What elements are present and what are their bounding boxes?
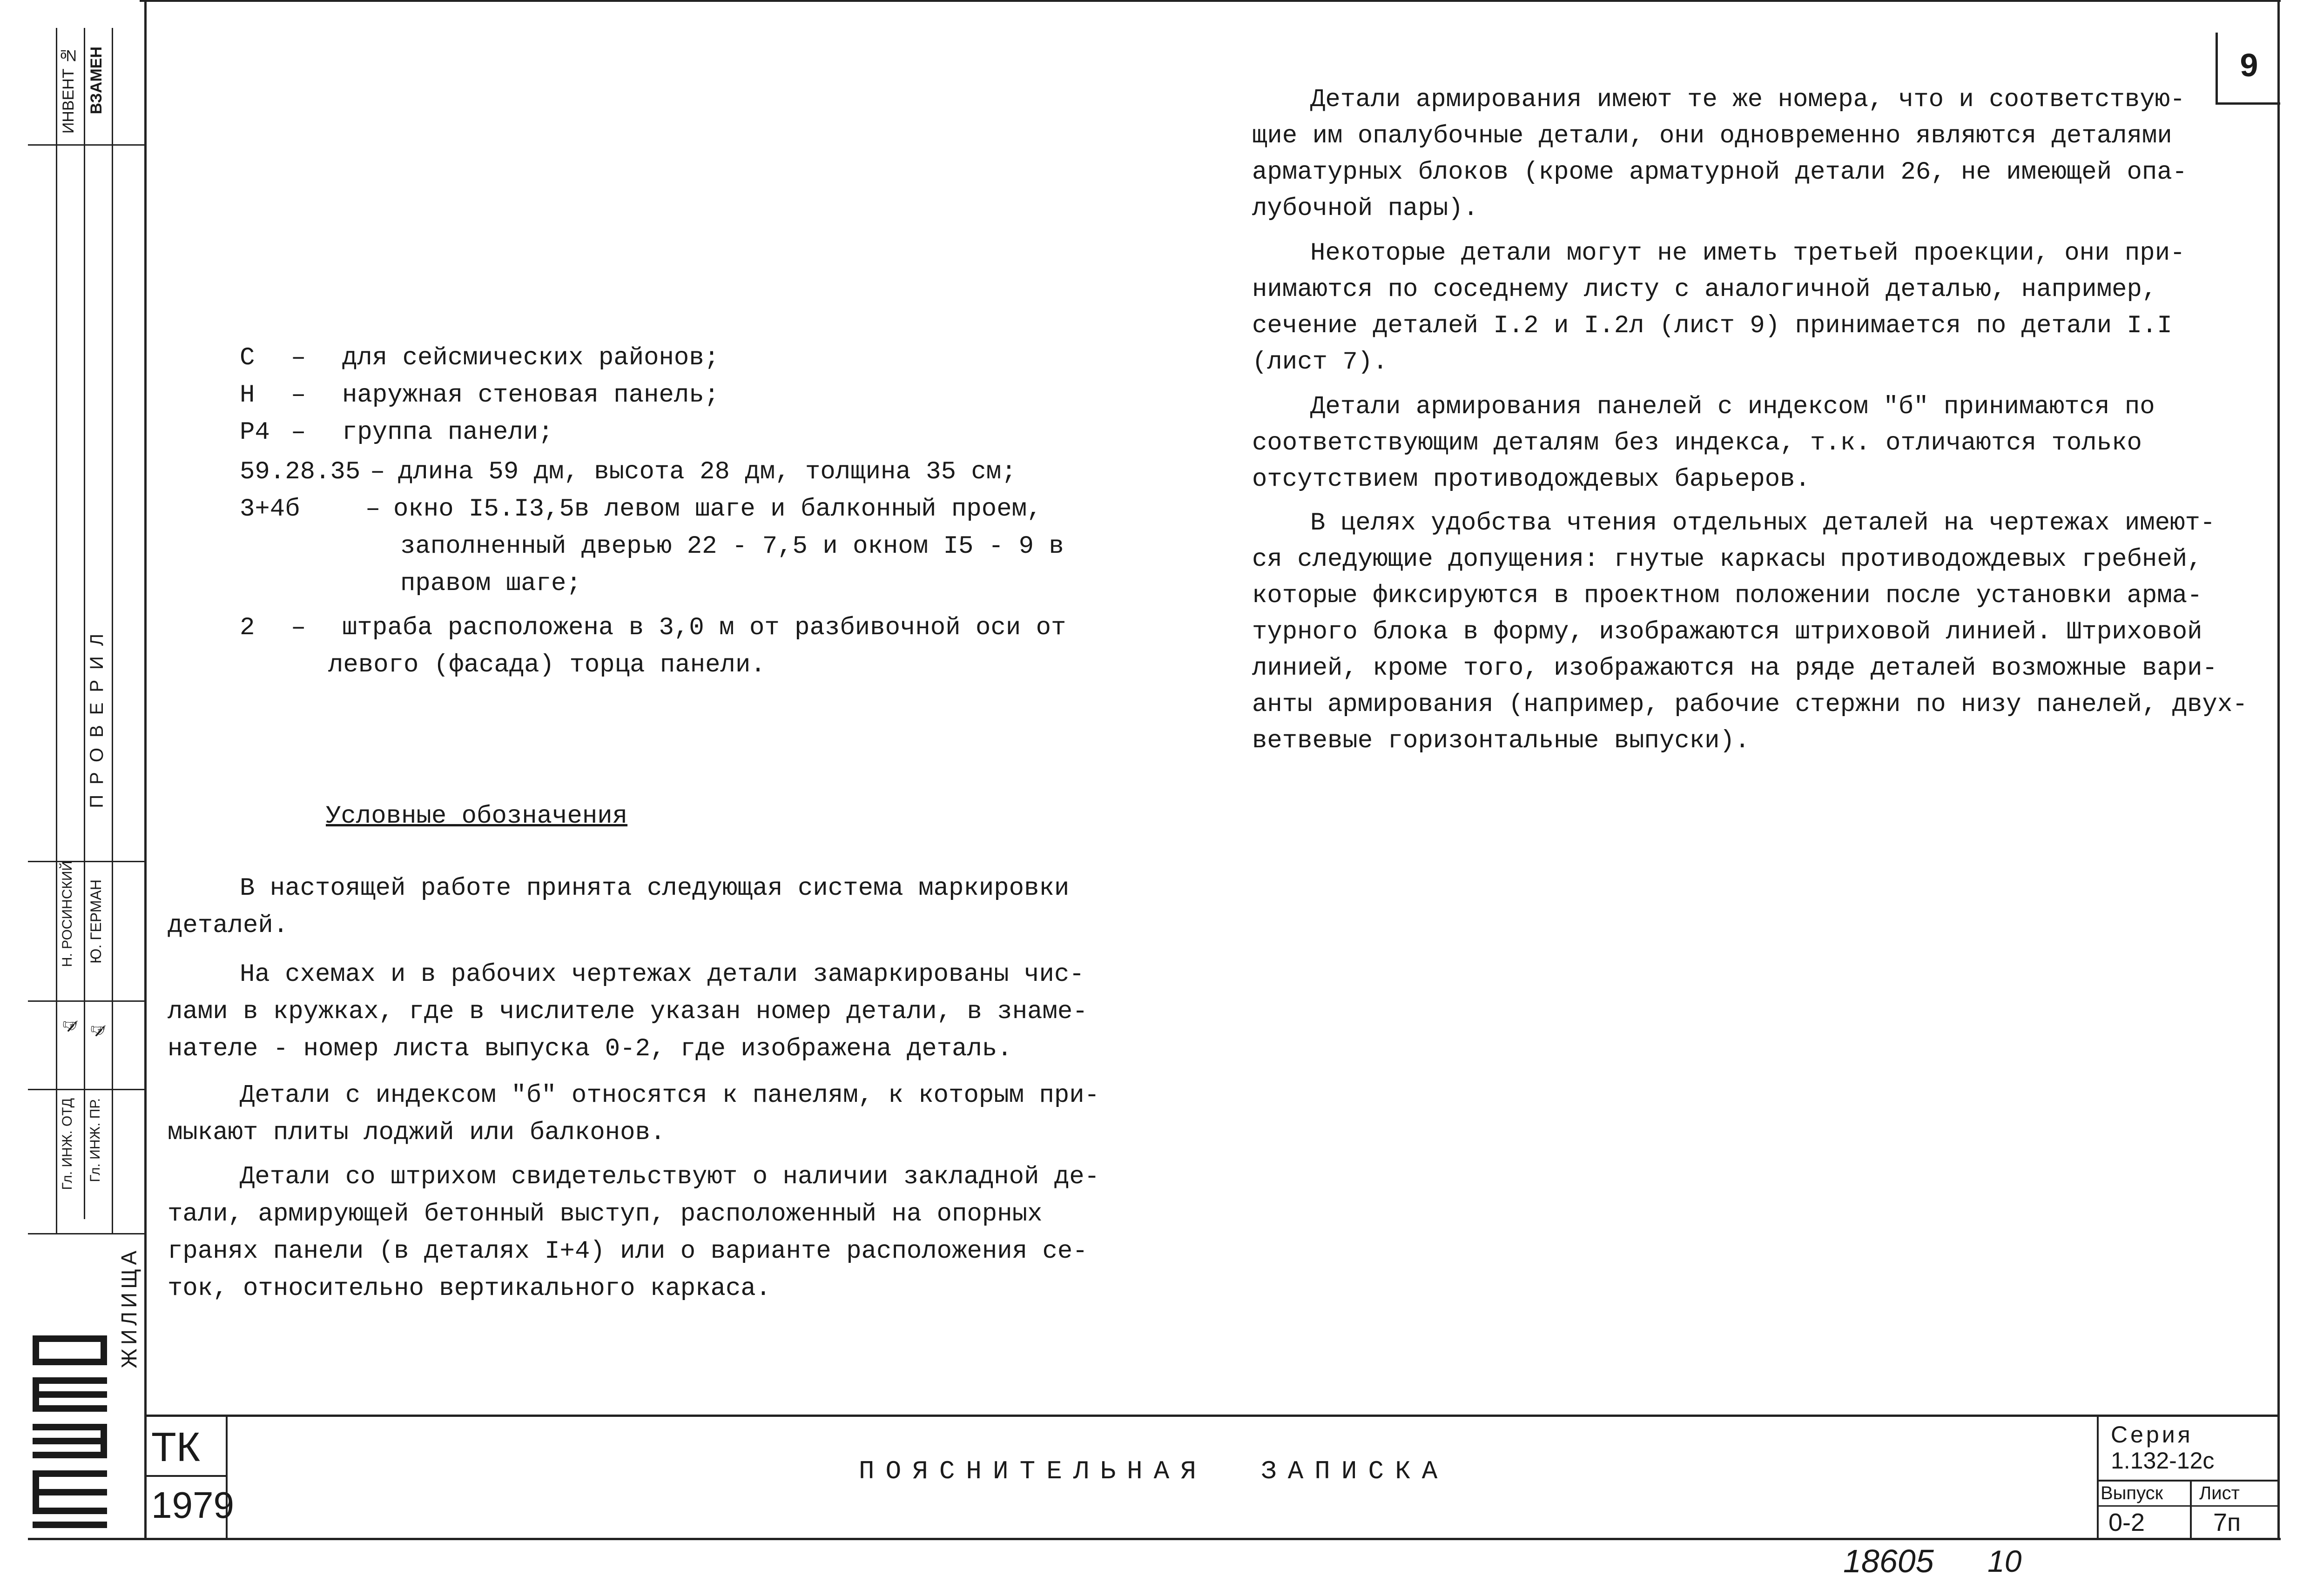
right-line: Детали армирования панелей с индексом "б" принимаются по — [1310, 393, 2155, 421]
document-title: ПОЯСНИТЕЛЬНАЯ ЗАПИСКА — [859, 1456, 1449, 1486]
strip-proveril-label: ПРОВЕРИЛ — [87, 624, 107, 808]
legend-text: окно I5.I3,5в левом шаге и балконный проем, — [393, 495, 1042, 523]
strip-role-1: Гл. ИНЖ. ОТД — [60, 1098, 75, 1190]
conventions-line: нателе - номер листа выпуска 0-2, где изображена деталь. — [168, 1035, 1012, 1063]
strip-signature-2: ✍ — [88, 1019, 108, 1040]
right-line: Детали армирования имеют те же номера, что и соответствую- — [1310, 86, 2185, 114]
strip-hline-2 — [28, 861, 144, 862]
right-line: сечение деталей I.2 и I.2л (лист 9) принимается по детали I.I — [1252, 312, 2172, 340]
legend-dash: – — [291, 418, 306, 447]
seria-cell-left-border — [2097, 1417, 2099, 1538]
strip-vzamen-label: ВЗАМЕН — [88, 47, 105, 114]
legend-row — [240, 610, 1066, 647]
legend-row — [240, 340, 719, 377]
strip-divider-1 — [56, 28, 57, 1233]
strip-divider-2 — [84, 28, 85, 1219]
right-line: ветвевые горизонтальные выпуски). — [1252, 727, 1750, 755]
page-number: 9 — [2240, 47, 2258, 83]
legend-row — [240, 377, 719, 414]
tk-cell-mid-line — [147, 1475, 227, 1477]
list-value: 7п — [2213, 1509, 2241, 1536]
legend-dash: – — [291, 381, 306, 409]
frame-top — [140, 0, 2281, 2]
legend-code: 3+4б — [240, 495, 300, 523]
handwritten-archive-number: 18605 — [1843, 1543, 1934, 1579]
legend-row — [240, 414, 553, 451]
strip-hline-4 — [28, 1089, 144, 1090]
handwritten-sheet-number: 10 — [1987, 1544, 2022, 1578]
right-line: которые фиксируются в проектном положении после установки арма- — [1252, 582, 2202, 610]
frame-right — [2277, 0, 2280, 1540]
legend-continuation: левого (фасада) торца панели. — [328, 651, 766, 679]
conventions-line: Детали с индексом "б" относятся к панелям, к которым при- — [240, 1081, 1100, 1110]
legend-dash: – — [365, 495, 381, 523]
legend-continuation: заполненный дверью 22 - 7,5 и окном I5 - 9 в — [400, 532, 1064, 561]
conventions-line: ток, относительно вертикального каркаса. — [168, 1274, 771, 1303]
legend-code: 2 — [240, 614, 255, 642]
vypusk-label: Выпуск — [2101, 1483, 2163, 1503]
legend-code: С — [240, 344, 255, 372]
year-label: 1979 — [151, 1484, 234, 1526]
vypusk-value: 0-2 — [2108, 1509, 2145, 1536]
left-stamp-strip — [28, 28, 144, 1540]
strip-role-2: Гл. ИНЖ. ПР. — [88, 1098, 103, 1182]
right-line: лубочной пары). — [1252, 194, 1479, 223]
right-line: В целях удобства чтения отдельных деталей на чертежах имеют- — [1310, 509, 2216, 537]
strip-dept-label: ЖИЛИЩА — [117, 1247, 141, 1368]
right-line: (лист 7). — [1252, 348, 1388, 376]
conventions-line: В настоящей работе принята следующая система маркировки — [240, 874, 1070, 903]
legend-dash: – — [370, 458, 385, 486]
right-line: Некоторые детали могут не иметь третьей проекции, они при- — [1310, 239, 2185, 268]
legend-row — [240, 491, 1042, 528]
legend-code: 59.28.35 — [240, 458, 361, 486]
strip-invent-label: ИНВЕНТ № — [60, 47, 77, 134]
strip-divider-3 — [112, 28, 113, 1233]
right-line: анты армирования (например, рабочие стержни по низу панелей, двух- — [1252, 691, 2248, 719]
right-line: нимаются по соседнему листу с аналогичной деталью, например, — [1252, 275, 2157, 304]
right-line: ся следующие допущения: гнутые каркасы противодождевых гребней, — [1252, 545, 2202, 574]
right-line: соответствующим деталям без индекса, т.к. отличаются только — [1252, 429, 2142, 457]
legend-row — [240, 454, 1017, 491]
right-line: турного блока в форму, изображаются штриховой линией. Штриховой — [1252, 618, 2202, 646]
conventions-line: тали, армирующей бетонный выступ, расположенный на опорных — [168, 1200, 1043, 1228]
conventions-line: Детали со штрихом свидетельствуют о наличии закладной де- — [240, 1163, 1100, 1191]
strip-name-1: Н. РОСИНСКИЙ — [60, 861, 75, 967]
legend-text: группа панели; — [342, 418, 553, 447]
right-line: арматурных блоков (кроме арматурной детали 26, не имеющей опа- — [1252, 158, 2188, 187]
conventions-line: На схемах и в рабочих чертежах детали замаркированы чис- — [240, 960, 1084, 989]
legend-text: для сейсмических районов; — [342, 344, 720, 372]
title-block — [147, 1417, 2277, 1538]
tk-label: ТК — [151, 1424, 201, 1470]
conventions-line: мыкают плиты лоджий или балконов. — [168, 1119, 666, 1147]
org-logo — [28, 1331, 112, 1536]
frame-left — [144, 0, 147, 1540]
conventions-line: лами в кружках, где в числителе указан номер детали, в знаме- — [168, 998, 1088, 1026]
seria-label: Серия — [2111, 1422, 2193, 1448]
legend-code: Н — [240, 381, 255, 409]
right-line: линией, кроме того, изображаются на ряде деталей возможные вари- — [1252, 654, 2217, 683]
legend-code: Р4 — [240, 418, 270, 447]
conventions-line: гранях панели (в деталях I+4) или о варианте расположения се- — [168, 1237, 1088, 1266]
right-line: щие им опалубочные детали, они одновременно являются деталями — [1252, 122, 2172, 150]
conventions-title: Условные обозначения — [326, 802, 628, 831]
list-label: Лист — [2199, 1483, 2240, 1503]
strip-hline-3 — [28, 1000, 144, 1002]
page-number-box — [2216, 33, 2280, 105]
vypusk-list-divider — [2190, 1480, 2192, 1538]
conventions-line: деталей. — [168, 912, 289, 940]
legend-continuation: правом шаге; — [400, 570, 581, 598]
strip-name-2: Ю. ГЕРМАН — [88, 879, 104, 964]
strip-signature-1: ✍ — [60, 1014, 81, 1036]
right-line: отсутствием противодождевых барьеров. — [1252, 465, 1810, 494]
legend-dash: – — [291, 614, 306, 642]
legend-text: наружная стеновая панель; — [342, 381, 720, 409]
frame-bottom — [28, 1538, 2281, 1540]
strip-hline-5 — [28, 1233, 144, 1234]
seria-cell-mid-line — [2097, 1480, 2277, 1482]
strip-hline-1 — [28, 144, 144, 146]
vypusk-label-line — [2097, 1505, 2277, 1507]
legend-text: штраба расположена в 3,0 м от разбивочной оси от — [342, 614, 1066, 642]
legend-text: длина 59 дм, высота 28 дм, толщина 35 см; — [398, 458, 1017, 486]
seria-value: 1.132-12с — [2111, 1448, 2215, 1474]
legend-dash: – — [291, 344, 306, 372]
